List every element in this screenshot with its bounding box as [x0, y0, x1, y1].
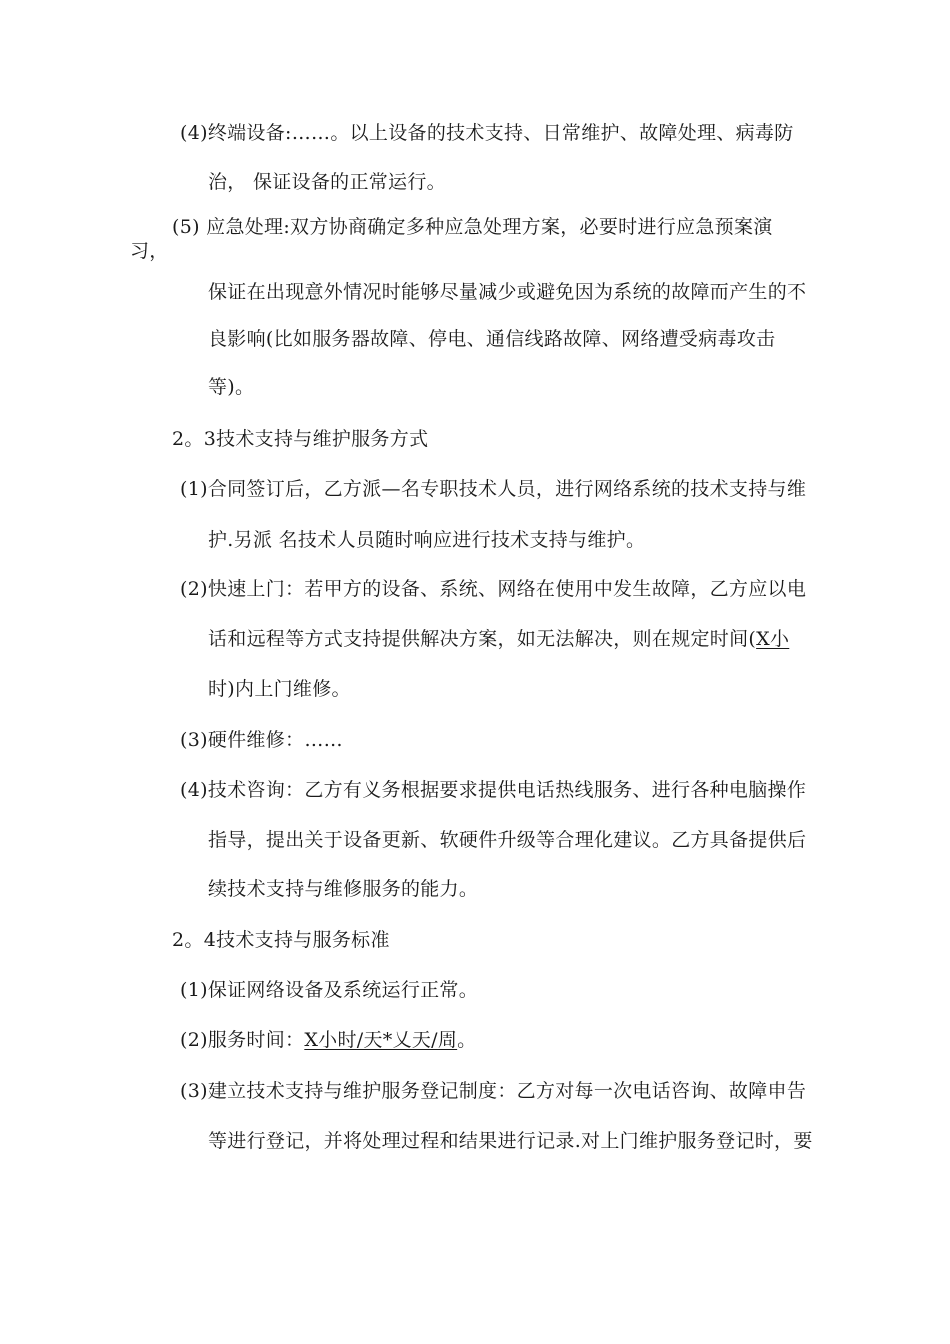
text-line: 时)内上门维修。 — [208, 678, 351, 700]
text-line: (5) 应急处理:双方协商确定多种应急处理方案，必要时进行应急预案演 — [172, 216, 773, 238]
text-line — [208, 627, 789, 651]
text-line: (4)终端设备:……。以上设备的技术支持、日常维护、故障处理、病毒防 — [180, 122, 794, 144]
text-line: 等进行登记，并将处理过程和结果进行记录.对上门维护服务登记时，要 — [208, 1130, 813, 1152]
underlined-blank: X小 — [756, 628, 790, 650]
text-line: 良影响(比如服务器故障、停电、通信线路故障、网络遭受病毒攻击 — [208, 328, 776, 350]
text-line — [180, 1028, 476, 1052]
text-line: (4)技术咨询：乙方有义务根据要求提供电话热线服务、进行各种电脑操作 — [180, 779, 807, 801]
text-line: 习， — [130, 240, 169, 262]
section-heading: 2。4技术支持与服务标准 — [172, 929, 390, 951]
text-line: (3)建立技术支持与维护服务登记制度：乙方对每一次电话咨询、故障申告 — [180, 1080, 807, 1102]
text-line: 续技术支持与维修服务的能力。 — [208, 878, 479, 900]
text-line: (2)快速上门：若甲方的设备、系统、网络在使用中发生故障，乙方应以电 — [180, 578, 807, 600]
text-line: 等)。 — [208, 376, 255, 398]
text-line: (1)合同签订后，乙方派—名专职技术人员，进行网络系统的技术支持与维 — [180, 478, 807, 500]
text-run: 。 — [457, 1029, 477, 1051]
underlined-blank: X小时/天*乂天/周 — [304, 1029, 458, 1051]
text-line: 保证在出现意外情况时能够尽量减少或避免因为系统的故障而产生的不 — [208, 281, 807, 303]
section-heading: 2。3技术支持与维护服务方式 — [172, 428, 429, 450]
text-run: 话和远程等方式支持提供解决方案，如无法解决，则在规定时间( — [208, 628, 757, 650]
text-run: (2)服务时间： — [180, 1029, 305, 1051]
text-line: 护.另派 名技术人员随时响应进行技术支持与维护。 — [208, 529, 646, 551]
text-line: 治， 保证设备的正常运行。 — [208, 171, 446, 193]
text-line: (1)保证网络设备及系统运行正常。 — [180, 979, 479, 1001]
text-line: 指导，提出关于设备更新、软硬件升级等合理化建议。乙方具备提供后 — [208, 829, 807, 851]
text-line: (3)硬件维修：…… — [180, 729, 343, 751]
